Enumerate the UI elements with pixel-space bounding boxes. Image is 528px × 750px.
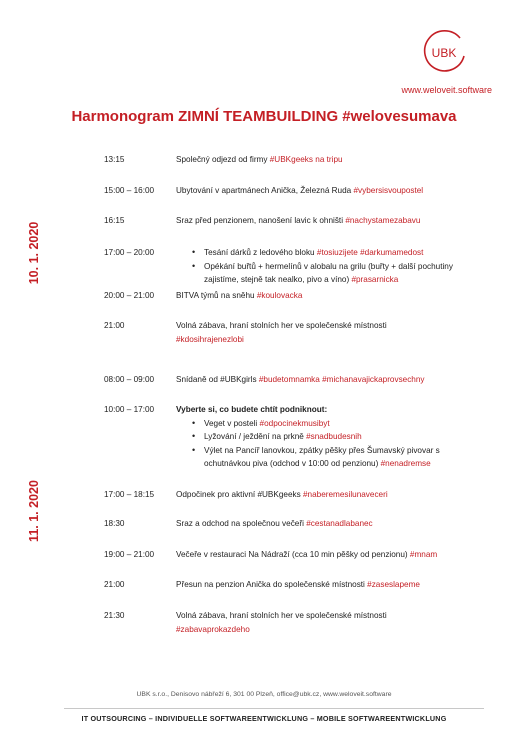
date-day1: 10. 1. 2020 (27, 221, 41, 285)
logo-text: UBK (431, 46, 457, 60)
page-title: Harmonogram ZIMNÍ TEAMBUILDING #welovesumava (71, 108, 457, 125)
bullet-item: • Lyžování / ježdění na prkně #snadbudesnih (190, 430, 470, 444)
bullet-item: • Opékání buřtů + hermelínů v alobalu na grilu (buřty + další pochutiny zajistíme, stejně tak nealko, pivo a víno) #prasarnicka (190, 260, 480, 287)
footer-address: UBK s.r.o., Denisovo nábřeží 6, 301 00 Plzeň, office@ubk.cz, www.weloveit.software (136, 691, 392, 698)
date-day2: 11. 1. 2020 (27, 480, 41, 542)
bullet-item: • Tesání dárků z ledového bloku #tosiuzijete #darkumamedost (190, 246, 480, 260)
footer-divider (64, 708, 484, 709)
website-url[interactable]: www.weloveit.software (401, 85, 492, 95)
activity-heading: Vyberte si, co budete chtít podniknout: (176, 405, 328, 414)
bullet-item: • Výlet na Pancíř lanovkou, zpátky pěšky přes Šumavský pivovar s ochutnávkou piva (odchod v 10:00 od penzionu) #nenadremse (190, 444, 470, 471)
bullet-item: • Veget v posteli #odpocinekmusibyt (190, 417, 470, 431)
ubk-logo (420, 28, 468, 76)
footer-tagline: IT OUTSOURCING – INDIVIDUELLE SOFTWAREENTWICKLUNG – MOBILE SOFTWAREENTWICKLUNG (81, 714, 447, 723)
